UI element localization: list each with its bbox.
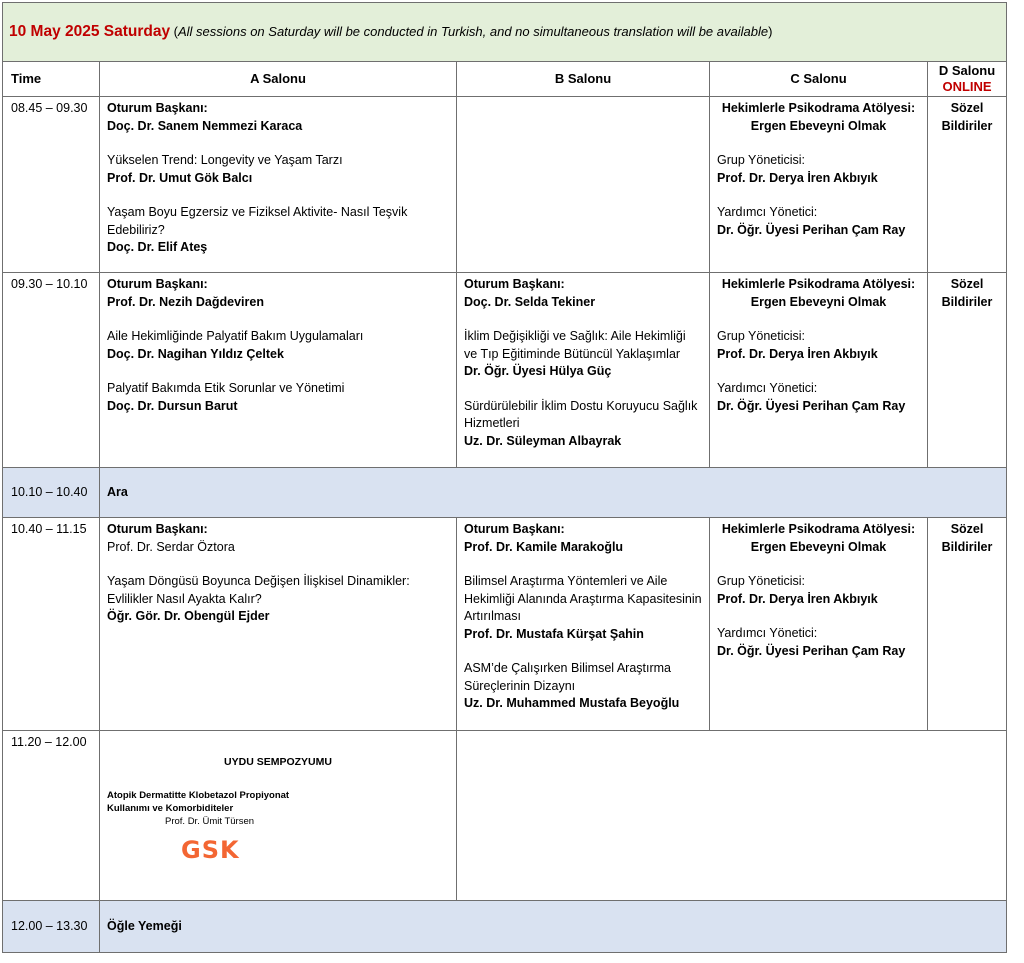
hall-a-session — [100, 97, 457, 273]
leader-name: Prof. Dr. Derya İren Akbıyık — [717, 346, 878, 361]
symposium-topic-cont: Kullanımı ve Komorbiditeler — [107, 803, 234, 814]
workshop-subtitle: Ergen Ebeveyni Olmak — [750, 294, 887, 309]
leader-label: Grup Yöneticisi: — [717, 574, 806, 588]
hall-c-workshop — [710, 518, 928, 731]
workshop-title: Hekimlerle Psikodrama Atölyesi: — [721, 522, 916, 536]
header-hall-b: B Salonu — [457, 62, 710, 97]
lunch-time: 12.00 – 13.30 — [3, 901, 100, 953]
talk-title: Sürdürülebilir İklim Dostu Koruyucu Sağlık Hizmetleri — [464, 398, 698, 430]
header-hall-c: C Salonu — [710, 62, 928, 97]
chair-label: Oturum Başkanı: — [107, 277, 208, 291]
hall-b-session-empty — [457, 97, 710, 273]
program-schedule — [2, 2, 1006, 953]
lunch-label: Öğle Yemeği — [100, 901, 1007, 953]
time-slot: 08.45 – 09.30 — [3, 97, 100, 273]
oral-label: Bildiriler — [941, 118, 993, 133]
speaker-name: Dr. Öğr. Üyesi Hülya Güç — [464, 364, 612, 378]
talk-title: Yaşam Boyu Egzersiz ve Fiziksel Aktivite- Nasıl Teşvik Edebiliriz? — [107, 205, 408, 237]
language-note: (All sessions on Saturday will be conducted in Turkish, and no simultaneous translation will be available) — [173, 23, 773, 39]
lunch-row — [3, 901, 1007, 953]
workshop-title: Hekimlerle Psikodrama Atölyesi: — [721, 101, 916, 115]
chair-label: Oturum Başkanı: — [464, 277, 565, 291]
speaker-name: Doç. Dr. Dursun Barut — [107, 398, 238, 413]
hall-d-session — [928, 97, 1007, 273]
header-time: Time — [3, 62, 100, 97]
hall-a-session — [100, 518, 457, 731]
time-slot: 09.30 – 10.10 — [3, 273, 100, 468]
assistant-name: Dr. Öğr. Üyesi Perihan Çam Ray — [717, 222, 906, 237]
oral-label: Sözel — [950, 522, 984, 536]
assistant-label: Yardımcı Yönetici: — [717, 381, 818, 395]
break-time: 10.10 – 10.40 — [3, 468, 100, 518]
talk-title: Bilimsel Araştırma Yöntemleri ve Aile Hekimliği Alanında Araştırma Kapasitesinin Artırılması — [464, 574, 702, 623]
leader-name: Prof. Dr. Derya İren Akbıyık — [717, 170, 878, 185]
chair-name: Prof. Dr. Kamile Marakoğlu — [464, 539, 624, 554]
workshop-subtitle: Ergen Ebeveyni Olmak — [750, 539, 887, 554]
title-cell — [3, 3, 1007, 62]
talk-title: Aile Hekimliğinde Palyatif Bakım Uygulamaları — [107, 329, 364, 343]
hall-d-session — [928, 518, 1007, 731]
assistant-label: Yardımcı Yönetici: — [717, 626, 818, 640]
oral-label: Bildiriler — [941, 539, 993, 554]
speaker-name: Uz. Dr. Süleyman Albayrak — [464, 433, 622, 448]
oral-label: Sözel — [950, 101, 984, 115]
leader-label: Grup Yöneticisi: — [717, 153, 806, 167]
gsk-logo: GSK — [181, 836, 240, 864]
speaker-name: Prof. Dr. Umut Gök Balcı — [107, 170, 253, 185]
symposium-block — [107, 756, 449, 864]
header-hall-d — [928, 62, 1007, 97]
break-label: Ara — [100, 468, 1007, 518]
hall-a-session — [100, 273, 457, 468]
talk-title: Yaşam Döngüsü Boyunca Değişen İlişkisel Dinamikler: Evlilikler Nasıl Ayakta Kalır? — [107, 574, 410, 606]
speaker-name: Uz. Dr. Muhammed Mustafa Beyoğlu — [464, 696, 680, 710]
header-hall-a: A Salonu — [100, 62, 457, 97]
leader-name: Prof. Dr. Derya İren Akbıyık — [717, 591, 878, 606]
day-title: 10 May 2025 Saturday — [9, 22, 171, 40]
oral-label: Bildiriler — [941, 294, 993, 309]
header-row — [3, 62, 1007, 97]
hall-c-workshop — [710, 273, 928, 468]
speaker-name: Doç. Dr. Elif Ateş — [107, 240, 208, 254]
symposium-speaker: Prof. Dr. Ümit Türsen — [165, 816, 255, 827]
online-label: ONLINE — [942, 79, 992, 94]
symposium-topic: Atopik Dermatitte Klobetazol Propiyonat — [107, 790, 290, 801]
symposium-empty-cell — [457, 731, 1007, 901]
assistant-label: Yardımcı Yönetici: — [717, 205, 818, 219]
chair-name: Doç. Dr. Sanem Nemmezi Karaca — [107, 118, 303, 133]
talk-title: ASM’de Çalışırken Bilimsel Araştırma Süreçlerinin Dizaynı — [464, 661, 672, 693]
workshop-title: Hekimlerle Psikodrama Atölyesi: — [721, 277, 916, 291]
symposium-time: 11.20 – 12.00 — [3, 731, 100, 901]
symposium-title: UYDU SEMPOZYUMU — [224, 756, 332, 768]
header-hall-d-label: D Salonu — [938, 63, 996, 78]
chair-label: Oturum Başkanı: — [107, 101, 208, 115]
assistant-name: Dr. Öğr. Üyesi Perihan Çam Ray — [717, 643, 906, 658]
hall-c-workshop — [710, 97, 928, 273]
chair-name: Doç. Dr. Selda Tekiner — [464, 294, 596, 309]
assistant-name: Dr. Öğr. Üyesi Perihan Çam Ray — [717, 398, 906, 413]
chair-label: Oturum Başkanı: — [464, 522, 565, 536]
speaker-name: Doç. Dr. Nagihan Yıldız Çeltek — [107, 346, 284, 361]
symposium-row — [3, 731, 1007, 901]
talk-title: İklim Değişikliği ve Sağlık: Aile Hekimliği ve Tıp Eğitiminde Bütüncül Yaklaşımlar — [464, 329, 686, 361]
oral-label: Sözel — [950, 277, 984, 291]
hall-b-session — [457, 273, 710, 468]
session-row-1 — [3, 97, 1007, 273]
workshop-subtitle: Ergen Ebeveyni Olmak — [750, 118, 887, 133]
session-row-3 — [3, 518, 1007, 731]
talk-title: Yükselen Trend: Longevity ve Yaşam Tarzı — [107, 153, 343, 167]
break-row — [3, 468, 1007, 518]
schedule-table — [2, 2, 1007, 953]
chair-label: Oturum Başkanı: — [107, 522, 208, 536]
speaker-name: Prof. Dr. Mustafa Kürşat Şahin — [464, 626, 644, 641]
chair-name: Prof. Dr. Nezih Dağdeviren — [107, 294, 264, 309]
title-row — [3, 3, 1007, 62]
hall-b-session — [457, 518, 710, 731]
session-row-2 — [3, 273, 1007, 468]
time-slot: 10.40 – 11.15 — [3, 518, 100, 731]
hall-d-session — [928, 273, 1007, 468]
speaker-name: Öğr. Gör. Dr. Obengül Ejder — [107, 609, 270, 623]
chair-name: Prof. Dr. Serdar Öztora — [107, 539, 235, 554]
symposium-cell — [100, 731, 457, 901]
talk-title: Palyatif Bakımda Etik Sorunlar ve Yönetimi — [107, 381, 345, 395]
leader-label: Grup Yöneticisi: — [717, 329, 806, 343]
